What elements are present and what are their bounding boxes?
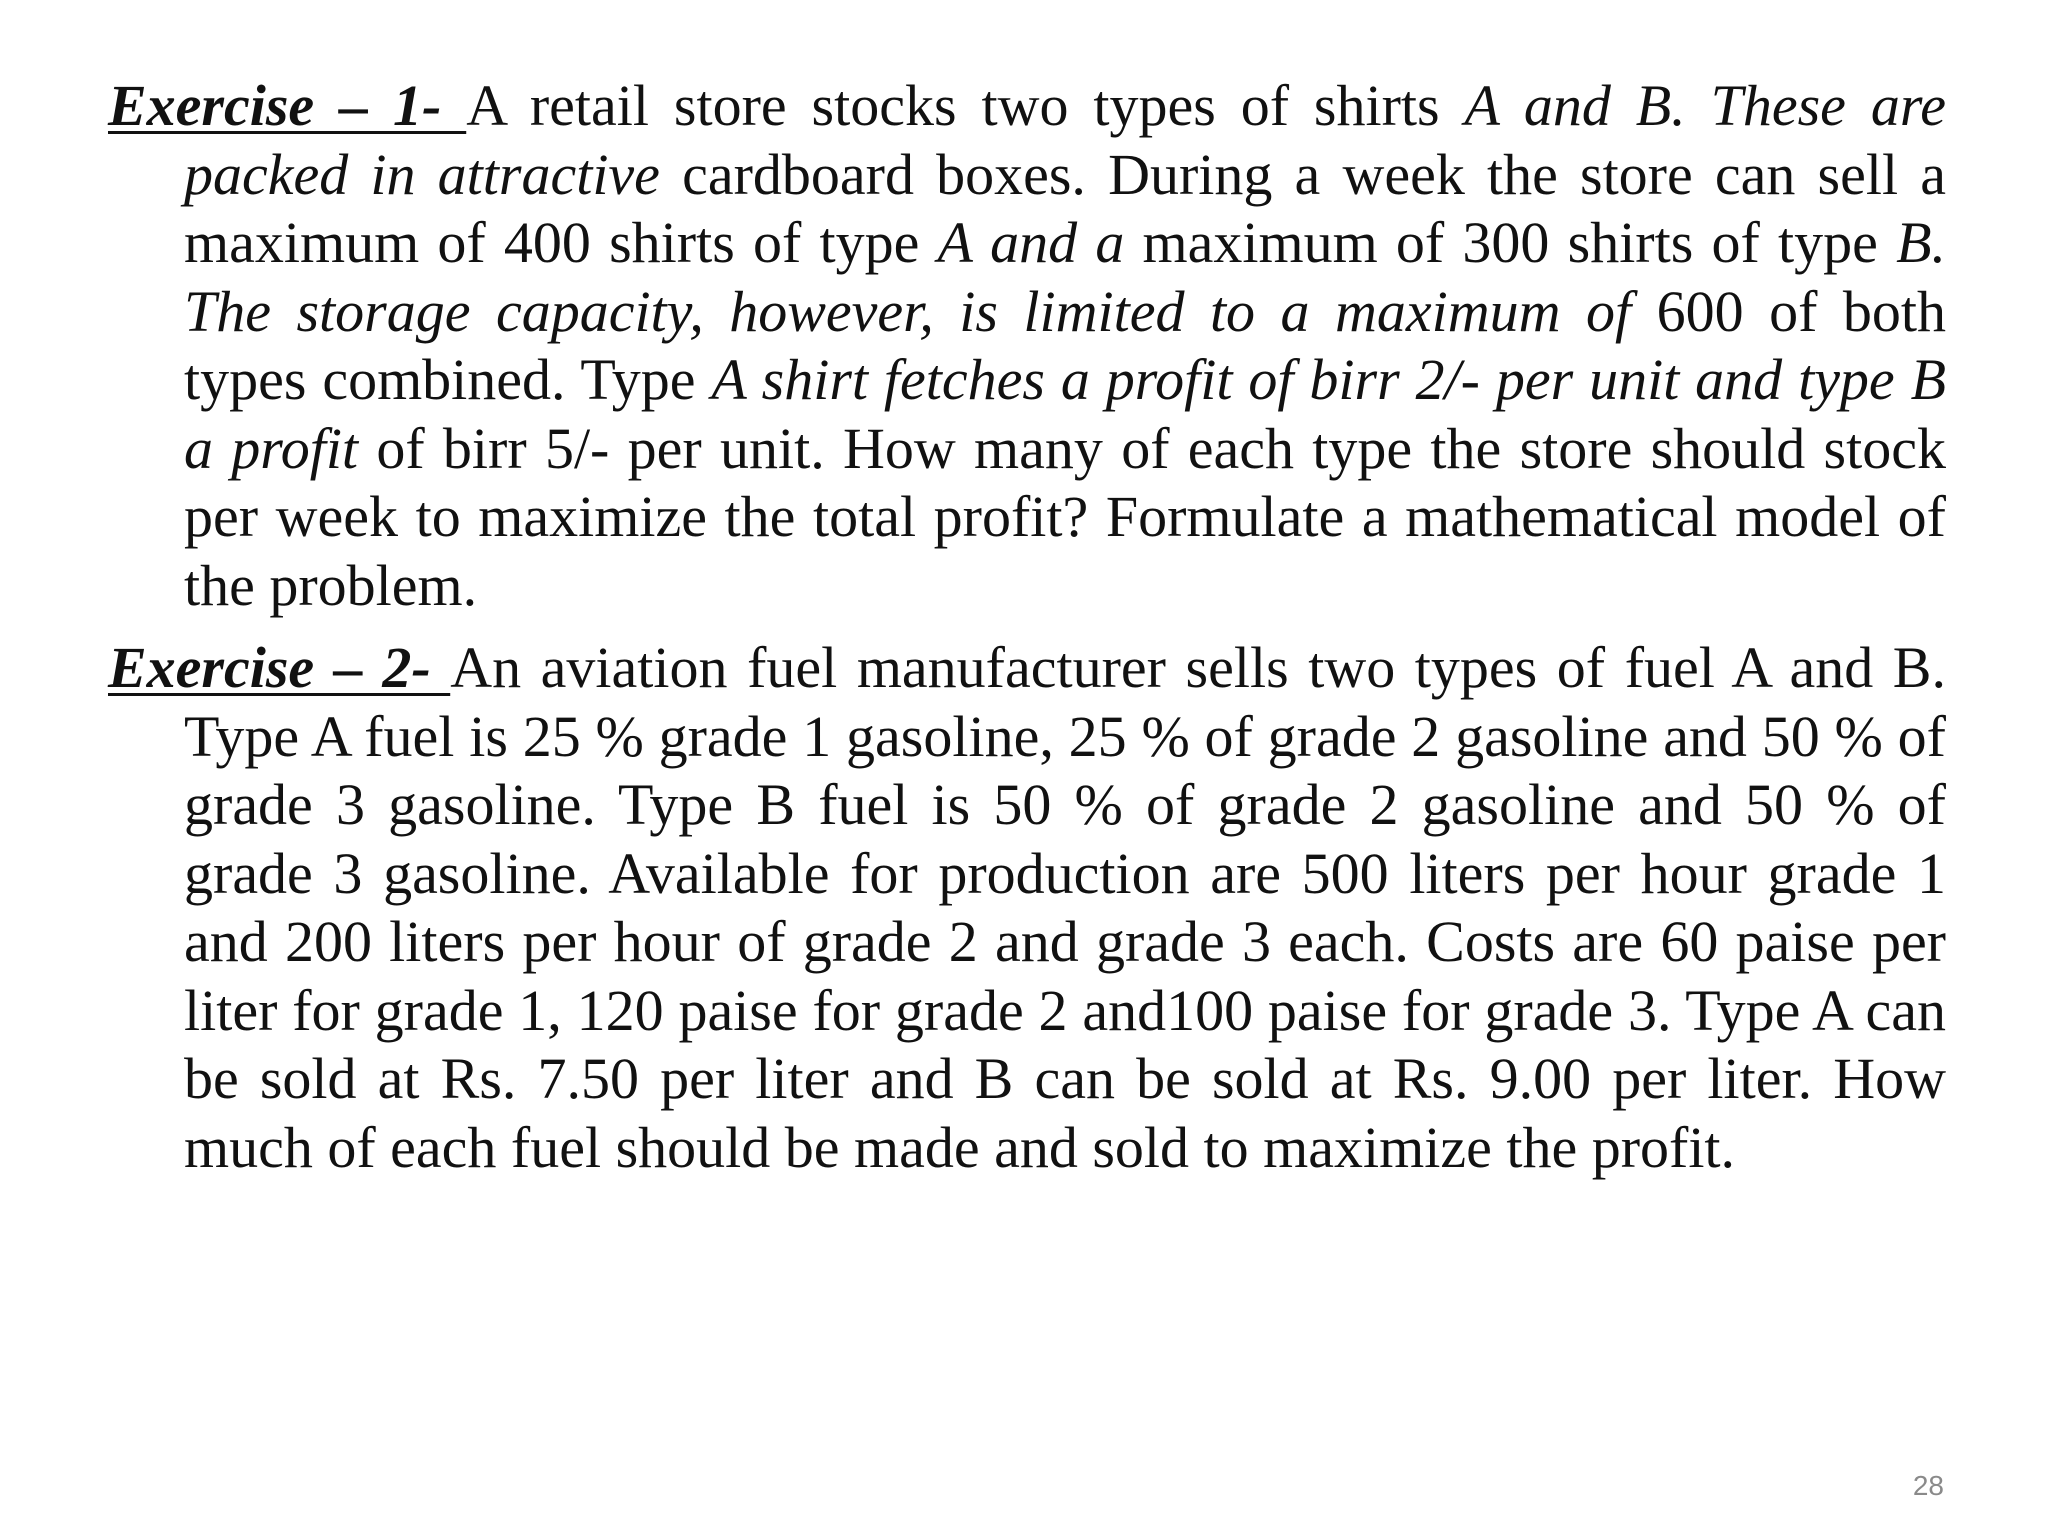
exercise-1-text-9: of birr 5/- per unit. How many of each type the store should stock per week to maximize the total profit? Formulate a mathematical model of the problem.: [184, 415, 1946, 618]
exercise-1-text-1: A retail store stocks two types of shirts: [466, 73, 1465, 138]
exercise-1-paragraph: [108, 72, 1946, 620]
exercise-2-label: Exercise – 2-: [108, 635, 451, 700]
exercise-2-text: An aviation fuel manufacturer sells two types of fuel A and B. Type A fuel is 25 % grade 1 gasoline, 25 % of grade 2 gasoline and 50 % of grade 3 gasoline. Type B fuel is 50 % of grade 2 gasoline and 50 % of grade 3 gasoline. Available for production are 500 liters per hour grade 1 and 200 liters per hour of grade 2 and grade 3 each. Costs are 60 paise per liter for grade 1, 120 paise for grade 2 and100 paise for grade 3. Type A can be sold at Rs. 7.50 per liter and B can be sold at Rs. 9.00 per liter. How much of each fuel should be made and sold to maximize the profit.: [184, 635, 1946, 1180]
exercise-1-label: Exercise – 1-: [108, 73, 467, 138]
exercise-1-text-8: A shirt fetches a profit of birr 2/- per unit and type B a profit: [184, 347, 1946, 481]
exercise-1-text-4: A and a: [937, 210, 1125, 275]
slide-content: [108, 72, 1946, 1196]
exercise-1-text-5: maximum of 300 shirts of type: [1124, 210, 1897, 275]
exercise-1-text-2: A and B. These are packed in attractive: [184, 73, 1946, 207]
exercise-2-paragraph: [108, 634, 1946, 1182]
exercise-1-text-7: 600 of both types combined. Type: [184, 278, 1946, 412]
page-number: 28: [1912, 1470, 1944, 1501]
exercise-1-text-3: cardboard boxes. During a week the store can sell a maximum of 400 shirts of type: [184, 141, 1946, 275]
exercise-1-text-6: B. The storage capacity, however, is limited to a maximum of: [184, 210, 1947, 344]
